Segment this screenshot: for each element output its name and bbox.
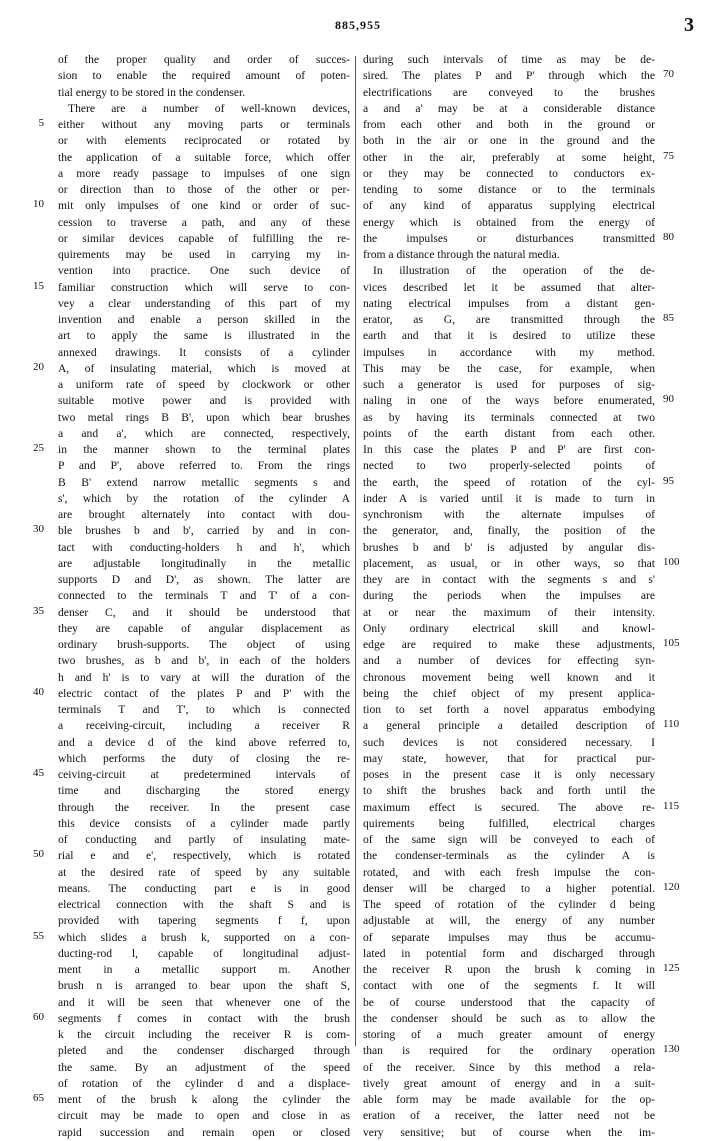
text-line: the earth, the speed of rotation of the cyl- bbox=[363, 475, 655, 489]
right-column bbox=[363, 52, 655, 1141]
text-line: poses in the present case it is only necessary bbox=[363, 768, 655, 781]
text-line: a more ready passage to impulses of one sign bbox=[58, 166, 350, 180]
text-line: at the desired rate of speed by any suitable bbox=[58, 865, 350, 879]
text-line: two brushes, as b and b', in each of the holders bbox=[58, 654, 350, 668]
text-line: This may be the case, for example, when bbox=[363, 361, 655, 375]
text-line: quirements may be used in carrying my in- bbox=[58, 248, 350, 261]
text-line: cession to traverse a path, and any of these bbox=[58, 215, 350, 229]
text-line: or they may be connected to conductors ex- bbox=[363, 166, 655, 180]
text-line: two metal rings B B', upon which bear brushes bbox=[58, 410, 350, 424]
line-number: 40 bbox=[33, 685, 44, 698]
line-number: 55 bbox=[33, 929, 44, 942]
text-line: contact with one of the segments f. It will bbox=[363, 979, 655, 993]
text-line: than is required for the ordinary operation bbox=[363, 1044, 655, 1058]
text-line: sired. The plates P and P' through which the bbox=[363, 69, 655, 83]
line-number: 60 bbox=[33, 1010, 44, 1023]
line-number: 130 bbox=[663, 1043, 680, 1056]
text-line: ducting-rod l, capable of longitudinal adjust- bbox=[58, 946, 350, 960]
text-line: mit only impulses of one kind or order of suc- bbox=[58, 199, 350, 213]
text-line: and a device d of the kind above referred to, bbox=[58, 735, 350, 749]
text-line: of the proper quality and order of succes- bbox=[58, 53, 350, 66]
text-line: In this case the plates P and P' are first con- bbox=[363, 443, 655, 456]
text-line: lated in potential form and discharged through bbox=[363, 946, 655, 960]
text-line: ordinary brush-supports. The object of using bbox=[58, 638, 350, 651]
text-line: they are capable of angular displacement as bbox=[58, 621, 350, 635]
text-line: brushes b and b' is adjusted by angular dis- bbox=[363, 540, 655, 554]
text-line: brush n is arranged to bear upon the shaft S, bbox=[58, 979, 350, 993]
text-line: maximum effect is secured. The above re- bbox=[363, 800, 655, 814]
text-line: inder A is varied until it is made to turn in bbox=[363, 491, 655, 505]
text-line: ment of the brush k along the cylinder the bbox=[58, 1093, 350, 1106]
line-number: 100 bbox=[663, 555, 680, 568]
text-line: erator, as G, are transmitted through the bbox=[363, 313, 655, 326]
text-line: nating electrical impulses from a distant gen- bbox=[363, 296, 655, 310]
text-line: supports D and D', as shown. The latter are bbox=[58, 573, 350, 586]
text-line: Only ordinary electrical skill and knowl- bbox=[363, 621, 655, 635]
text-line: be of course understood that the capacity of bbox=[363, 995, 655, 1009]
text-line: points of the earth distant from each other. bbox=[363, 426, 655, 440]
text-line: B B' extend narrow metallic segments s and bbox=[58, 475, 350, 489]
text-line: the condenser should be such as to allow the bbox=[363, 1011, 655, 1025]
text-line: energy which is obtained from the energy of bbox=[363, 215, 655, 229]
text-line: the condenser-terminals as the cylinder A is bbox=[363, 849, 655, 863]
text-line: suitable motive power and is provided with bbox=[58, 394, 350, 408]
text-line: other in the air, preferably at some height, bbox=[363, 150, 655, 164]
text-line: vey a clear understanding of this part of my bbox=[58, 296, 350, 310]
line-number: 65 bbox=[33, 1092, 44, 1104]
text-line: very sensitive; but of course when the im- bbox=[363, 1125, 655, 1139]
text-line: of the same sign will be conveyed to each of bbox=[363, 833, 655, 846]
line-number: 45 bbox=[33, 767, 44, 779]
line-number: 15 bbox=[33, 279, 44, 292]
text-line: a receiving-circuit, including a receiver R bbox=[58, 719, 350, 733]
text-line: which performs the duty of closing the re- bbox=[58, 751, 350, 765]
text-line: k the circuit including the receiver R is com- bbox=[58, 1028, 350, 1041]
line-number: 20 bbox=[33, 360, 44, 373]
line-number: 10 bbox=[33, 198, 44, 211]
text-line: a general principle a detailed description of bbox=[363, 719, 655, 733]
text-line: adjustable at will, the energy of any number bbox=[363, 914, 655, 928]
text-line: synchronism with the alternate impulses of bbox=[363, 508, 655, 521]
text-line: are adjustable longitudinally in the metallic bbox=[58, 556, 350, 570]
text-line: as by having its terminals connected at two bbox=[363, 410, 655, 424]
text-line: in the manner shown to the terminal plates bbox=[58, 443, 350, 456]
text-line: nected to two properly-selected points of bbox=[363, 459, 655, 473]
line-number: 75 bbox=[663, 149, 674, 162]
text-line: of rotation of the cylinder d and a displace- bbox=[58, 1076, 350, 1090]
line-number: 80 bbox=[663, 230, 674, 243]
text-line: The speed of rotation of the cylinder d being bbox=[363, 898, 655, 911]
text-line: such devices is not considered necessary. I bbox=[363, 735, 655, 749]
text-line: chronous movement being well known and it bbox=[363, 670, 655, 684]
text-line: from a distance through the natural media. bbox=[363, 248, 560, 261]
text-line: invention and enable a person skilled in the bbox=[58, 313, 350, 326]
text-line: pleted and the condenser discharged through bbox=[58, 1044, 350, 1058]
text-line: the impulses or disturbances transmitted bbox=[363, 231, 655, 245]
text-line: impulses in accordance with my method. bbox=[363, 345, 655, 359]
text-line: segments f comes in contact with the brush bbox=[58, 1011, 350, 1025]
text-line: or similar devices capable of fulfilling the re- bbox=[58, 231, 350, 245]
text-line: of separate impulses may thus be accumu- bbox=[363, 930, 655, 944]
text-line: the receiver R upon the brush k coming in bbox=[363, 963, 655, 976]
text-line: storing of a much greater amount of energy bbox=[363, 1028, 655, 1041]
text-line: are brought alternately into contact with dou- bbox=[58, 508, 350, 521]
text-line: tion to set forth a novel apparatus embodying bbox=[363, 703, 655, 716]
line-number: 70 bbox=[663, 68, 674, 81]
text-line: vention into practice. One such device of bbox=[58, 264, 350, 278]
text-line: which slides a brush k, supported on a con- bbox=[58, 930, 350, 944]
text-line: h and h' is to vary at will the duration of the bbox=[58, 670, 350, 684]
text-line: edge are required to make these adjustments, bbox=[363, 638, 655, 651]
line-number: 120 bbox=[663, 880, 680, 893]
text-line: or direction than to those of the other or per- bbox=[58, 183, 350, 196]
text-line: A, of insulating material, which is moved at bbox=[58, 361, 350, 375]
line-number: 30 bbox=[33, 523, 44, 536]
text-line: may state, however, that for practical pur- bbox=[363, 751, 655, 765]
text-line: ble brushes b and b', carried by and in con- bbox=[58, 524, 350, 538]
text-line: s', which by the rotation of the cylinder A bbox=[58, 491, 350, 505]
text-line: through the receiver. In the present case bbox=[58, 800, 350, 814]
text-line: during such intervals of time as may be de- bbox=[363, 53, 655, 66]
text-line: being the chief object of my present applica- bbox=[363, 686, 655, 700]
text-line: they are in contact with the segments s and s' bbox=[363, 573, 655, 586]
text-line: of the receiver. Since by this method a rela- bbox=[363, 1060, 655, 1074]
text-line: tial energy to be stored in the condenser. bbox=[58, 85, 246, 99]
text-line: this device consists of a cylinder made partly bbox=[58, 816, 350, 830]
left-column bbox=[58, 52, 350, 1141]
line-number: 35 bbox=[33, 604, 44, 617]
text-line: able form may be made available for the op- bbox=[363, 1093, 655, 1106]
text-line: the same. By an adjustment of the speed bbox=[58, 1060, 350, 1074]
text-line: time and discharging the stored energy bbox=[58, 784, 350, 798]
text-line: tively great amount of energy and in a suit- bbox=[363, 1076, 655, 1090]
text-line: familiar construction which will serve to con- bbox=[58, 280, 350, 294]
text-line: means. The conducting part e is in good bbox=[58, 881, 350, 895]
text-line: the application of a suitable force, which offer bbox=[58, 150, 350, 164]
line-number: 5 bbox=[38, 117, 44, 129]
text-line: tending to some distance or to the terminals bbox=[363, 183, 655, 196]
text-line: sion to enable the required amount of poten- bbox=[58, 69, 350, 83]
text-line: and it will be seen that whenever one of the bbox=[58, 995, 350, 1009]
text-line: terminals T and T', to which is connected bbox=[58, 703, 350, 716]
text-line: In illustration of the operation of the de- bbox=[373, 264, 655, 278]
line-number: 85 bbox=[663, 312, 674, 324]
text-line: such a generator is used for purposes of sig- bbox=[363, 378, 655, 391]
text-line: electrical connection with the shaft S and is bbox=[58, 898, 350, 911]
line-number: 115 bbox=[663, 799, 680, 812]
text-line: rial e and e', respectively, which is rotated bbox=[58, 849, 350, 863]
page-header bbox=[0, 0, 716, 40]
text-line: the generator, and, finally, the position of the bbox=[363, 524, 655, 538]
text-line: rapid succession and remain open or closed bbox=[58, 1125, 350, 1139]
line-number: 95 bbox=[663, 474, 674, 487]
text-line: during the periods when the impulses are bbox=[363, 589, 655, 603]
text-line: naling in one of the ways before enumerated, bbox=[363, 394, 655, 408]
text-line: at or near the maximum of their intensity. bbox=[363, 605, 655, 619]
text-line: earth and that it is desired to utilize these bbox=[363, 329, 655, 343]
text-line: electric contact of the plates P and P' with the bbox=[58, 686, 350, 700]
text-line: to shift the brushes back and forth until the bbox=[363, 784, 655, 798]
text-line: denser C, and it should be understood that bbox=[58, 605, 350, 619]
text-line: tact with conducting-holders h and h', which bbox=[58, 540, 350, 554]
patent-number: 885,955 bbox=[335, 18, 381, 32]
line-number: 25 bbox=[33, 442, 44, 454]
text-line: of conducting and partly of insulating mate- bbox=[58, 833, 350, 846]
text-line: art to apply the same is illustrated in the bbox=[58, 329, 350, 343]
text-line: annexed drawings. It consists of a cylinder bbox=[58, 345, 350, 359]
text-line: electrifications are conveyed to the brushes bbox=[363, 85, 655, 99]
text-line: a uniform rate of speed by clockwork or other bbox=[58, 378, 350, 391]
page-number: 3 bbox=[684, 14, 694, 36]
text-line: vices described let it be assumed that alter- bbox=[363, 280, 655, 294]
text-line: eration of a receiver, the latter need not be bbox=[363, 1109, 655, 1123]
text-line: a and a' may be at a considerable distance bbox=[363, 101, 655, 115]
text-line: connected to the terminals T and T' of a con- bbox=[58, 589, 350, 603]
text-line: ceiving-circuit at predetermined intervals of bbox=[58, 768, 350, 781]
text-line: either without any moving parts or terminals bbox=[58, 118, 350, 131]
text-line: P and P', above referred to. From the rings bbox=[58, 459, 350, 473]
text-line: provided with tapering segments f f, upon bbox=[58, 914, 350, 928]
text-line: a and a', which are connected, respectively, bbox=[58, 426, 350, 440]
line-number: 105 bbox=[663, 637, 680, 649]
line-number: 110 bbox=[663, 718, 680, 731]
text-line: placement, as usual, or in other ways, so that bbox=[363, 556, 655, 570]
text-line: and a number of devices for effecting syn- bbox=[363, 654, 655, 668]
text-line: There are a number of well-known devices, bbox=[68, 101, 350, 115]
line-number: 50 bbox=[33, 848, 44, 861]
text-line: both in the air or one in the ground and the bbox=[363, 134, 655, 148]
line-number: 90 bbox=[663, 393, 674, 406]
text-line: denser will be charged to a higher potential. bbox=[363, 881, 655, 895]
text-line: circuit may be made to open and close in as bbox=[58, 1109, 350, 1123]
text-line: of any kind of apparatus supplying electrical bbox=[363, 199, 655, 213]
text-line: or with elements reciprocated or rotated by bbox=[58, 134, 350, 148]
text-line: rotated, and with each fresh impulse the con- bbox=[363, 865, 655, 879]
text-line: from each other and both in the ground or bbox=[363, 118, 655, 131]
column-divider bbox=[355, 56, 356, 1046]
text-line: ment in a metallic support m. Another bbox=[58, 963, 350, 976]
line-number: 125 bbox=[663, 962, 680, 974]
text-line: quirements being fulfilled, electrical charges bbox=[363, 816, 655, 830]
